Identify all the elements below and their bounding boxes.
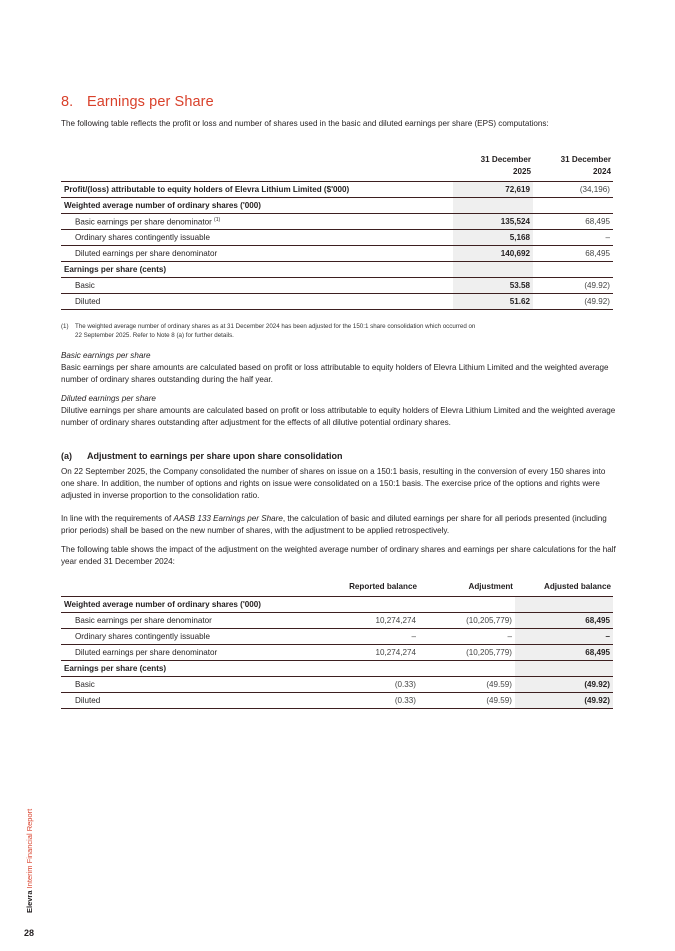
eps-table-header (61, 154, 613, 182)
value-adjusted (515, 660, 613, 676)
row-label: Earnings per share (cents) (61, 262, 453, 278)
value-adjustment: (10,205,779) (419, 612, 515, 628)
table-row (61, 644, 613, 660)
diluted-eps-heading: Diluted earnings per share (61, 394, 156, 403)
col-header-adjustment: Adjustment (468, 581, 513, 591)
row-label: Ordinary shares contingently issuable (61, 628, 323, 644)
value-adjustment: (49.59) (419, 692, 515, 708)
row-label: Diluted earnings per share denominator (61, 246, 453, 262)
value-adjusted: 68,495 (515, 644, 613, 660)
row-label: Diluted (61, 294, 453, 310)
value-2025: 5,168 (453, 230, 533, 246)
section-title (61, 94, 214, 110)
intro-paragraph: The following table reflects the profit or loss and number of shares used in the basic and diluted earnings per share (EPS) computations: (61, 119, 549, 128)
value-adjusted: (49.92) (515, 692, 613, 708)
section-title-text: Earnings per Share (87, 94, 214, 110)
row-label: Basic earnings per share denominator $^{(1)}$ (61, 214, 453, 230)
table-row (61, 278, 613, 294)
table-row (61, 182, 613, 198)
table-row (61, 246, 613, 262)
row-label: Weighted average number of ordinary shares ('000) (61, 596, 323, 612)
table-row (61, 230, 613, 246)
table-row (61, 660, 613, 676)
page-number: 28 (24, 928, 35, 938)
adjustment-table (61, 580, 613, 709)
table-footnote (61, 322, 621, 340)
value-2024: – (533, 230, 613, 246)
table-row (61, 294, 613, 310)
col-header-2024: 31 December 2024 (560, 155, 611, 176)
value-adjusted: – (515, 628, 613, 644)
row-label: Ordinary shares contingently issuable (61, 230, 453, 246)
value-2025: 135,524 (453, 214, 533, 230)
report-sidebar-label (25, 809, 34, 913)
value-adjusted: 68,495 (515, 612, 613, 628)
value-reported: (0.33) (323, 676, 419, 692)
value-2024: (49.92) (533, 278, 613, 294)
table-row (61, 214, 613, 230)
footnote-line-2: 22 September 2025. Refer to Note 8 (a) for further details. (75, 332, 234, 339)
table-row (61, 596, 613, 612)
value-reported: 10,274,274 (323, 644, 419, 660)
eps-table (61, 154, 613, 310)
subsection-letter: (a) (61, 451, 72, 461)
value-reported: (0.33) (323, 692, 419, 708)
footnote-line-1: The weighted average number of ordinary shares as at 31 December 2024 has been adjusted for the 150:1 share consolidation which occurred on (75, 323, 476, 330)
value-adjustment: – (419, 628, 515, 644)
value-2025 (453, 198, 533, 214)
value-adjustment (419, 660, 515, 676)
value-reported (323, 660, 419, 676)
basic-eps-heading: Basic earnings per share (61, 351, 151, 360)
footnote-ref: (1) (214, 216, 221, 223)
row-label: Diluted earnings per share denominator (61, 644, 323, 660)
subsection-title: Adjustment to earnings per share upon share consolidation (87, 451, 343, 461)
value-2025: 72,619 (453, 182, 533, 198)
row-label: Profit/(loss) attributable to equity holders of Elevra Lithium Limited ($'000) (61, 182, 453, 198)
value-reported (323, 596, 419, 612)
value-adjustment: (10,205,779) (419, 644, 515, 660)
row-label: Diluted (61, 692, 323, 708)
report-name: Interim Financial Report (25, 808, 34, 891)
value-reported: 10,274,274 (323, 612, 419, 628)
row-label: Basic (61, 676, 323, 692)
table-row (61, 692, 613, 708)
basic-eps-text: Basic earnings per share amounts are calculated based on profit or loss attributable to equity holders of Elevra Lithium Limited and the weighted average number of ordinary shares outstanding during the half year. (61, 363, 609, 384)
footnote-mark: (1) (61, 323, 69, 330)
value-2024 (533, 198, 613, 214)
brand-name: Elevra (25, 890, 34, 913)
value-adjusted (515, 596, 613, 612)
value-2025: 51.62 (453, 294, 533, 310)
value-2024: (49.92) (533, 294, 613, 310)
standard-reference: AASB 133 Earnings per Share (173, 514, 283, 523)
value-2024: (34,196) (533, 182, 613, 198)
adjustment-table-header (61, 580, 613, 596)
value-2024: 68,495 (533, 214, 613, 230)
value-reported: – (323, 628, 419, 644)
consolidation-paragraph: On 22 September 2025, the Company consolidated the number of shares on issue on a 150:1 basis, resulting in the conversion of every 150 shares into one share. In addition, the number of options and rights on issue were consolidated on a 150:1 basis. The exercise price of the options and rights were adjusted in inverse proportion to the consolidation ratio. (61, 467, 606, 500)
table-row (61, 676, 613, 692)
aasb-paragraph: In line with the requirements of AASB 133 Earnings per Share, the calculation of basic and diluted earnings per share for all periods presented (including prior periods) shall be based on the new number of shares, with the adjustment to be applied retrospectively. (61, 514, 607, 535)
value-adjustment (419, 596, 515, 612)
value-2024 (533, 262, 613, 278)
table-row (61, 612, 613, 628)
value-adjustment: (49.59) (419, 676, 515, 692)
value-2025: 140,692 (453, 246, 533, 262)
subsection-heading (61, 451, 343, 461)
row-label: Earnings per share (cents) (61, 660, 323, 676)
table-row (61, 628, 613, 644)
col-header-adjusted: Adjusted balance (543, 581, 611, 591)
row-label: Weighted average number of ordinary shares ('000) (61, 198, 453, 214)
col-header-2025: 31 December 2025 (480, 155, 531, 176)
value-2025 (453, 262, 533, 278)
diluted-eps-text: Dilutive earnings per share amounts are calculated based on profit or loss attributable to equity holders of Elevra Lithium Limited and the weighted average number of ordinary shares outstanding after adjustment for the effects of all dilutive potential ordinary shares. (61, 406, 616, 427)
value-adjusted: (49.92) (515, 676, 613, 692)
table-row (61, 262, 613, 278)
impact-paragraph: The following table shows the impact of the adjustment on the weighted average number of ordinary shares and earnings per share calculations for the half year ended 31 December 2024: (61, 545, 616, 566)
row-label: Basic earnings per share denominator (61, 612, 323, 628)
section-number: 8. (61, 94, 74, 110)
col-header-reported: Reported balance (349, 581, 417, 591)
row-label: Basic (61, 278, 453, 294)
value-2025: 53.58 (453, 278, 533, 294)
value-2024: 68,495 (533, 246, 613, 262)
table-row (61, 198, 613, 214)
